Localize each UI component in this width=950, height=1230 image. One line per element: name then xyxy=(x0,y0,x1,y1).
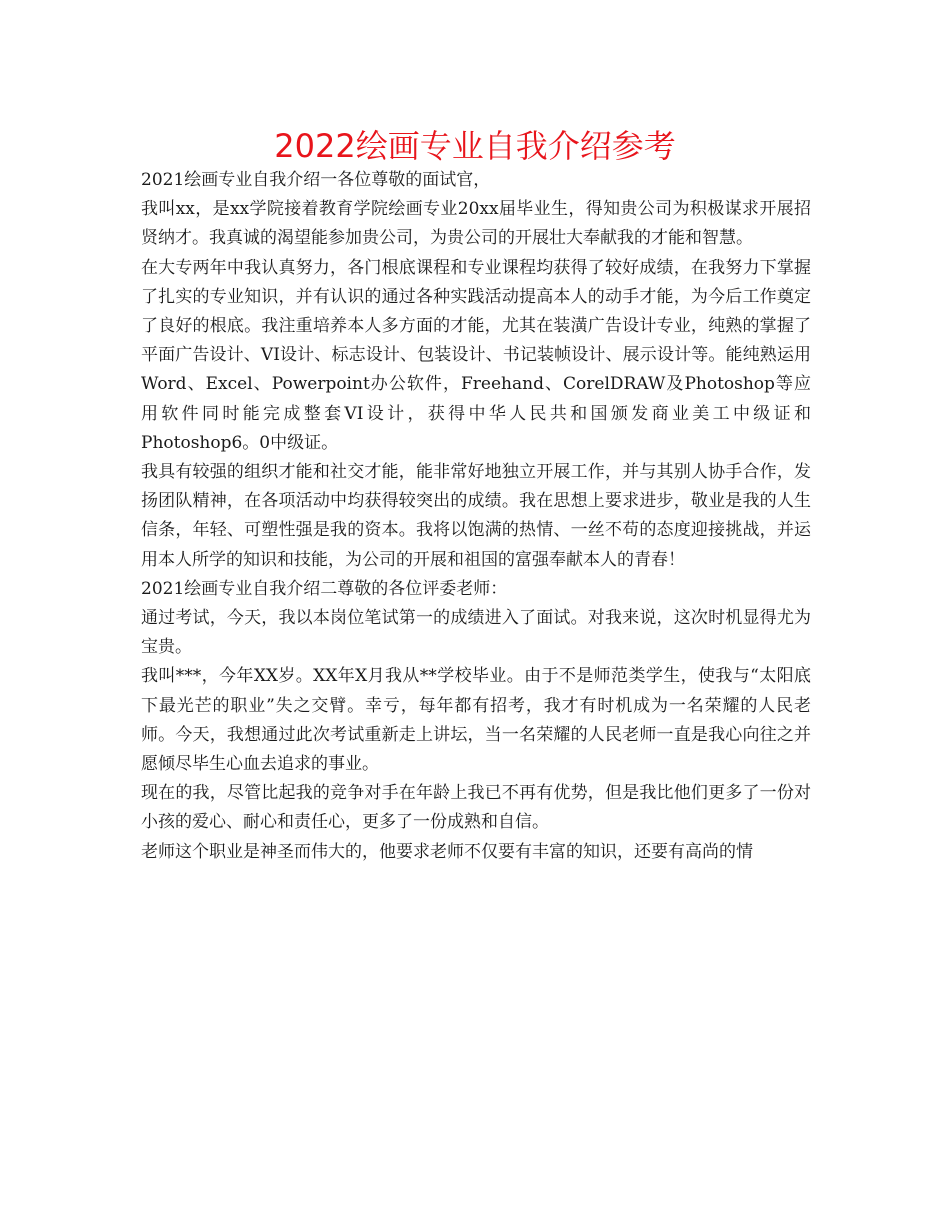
paragraph-4: 我具有较强的组织才能和社交才能，能非常好地独立开展工作，并与其别人协手合作，发扬团队精神，在各项活动中均获得较突出的成绩。我在思想上要求进步，敬业是我的人生信条，年轻、可塑性强是我的资本。我将以饱满的热情、一丝不苟的态度迎接挑战，并运用本人所学的知识和技能，为公司的开展和祖国的富强奉献本人的青春！ xyxy=(141,462,811,570)
paragraph-3: 在大专两年中我认真努力，各门根底课程和专业课程均获得了较好成绩，在我努力下掌握了扎实的专业知识，并有认识的通过各种实践活动提高本人的动手才能，为今后工作奠定了良好的根底。我注重培养本人多方面的才能，尤其在装潢广告设计专业，纯熟的掌握了平面广告设计、VI设计、标志设计、包装设计、书记装帧设计、展示设计等。能纯熟运用Word、Excel、Powerpoint办公软件，Freehand、CorelDRAW及Photoshop等应用软件同时能完成整套VI设计，获得中华人民共和国颁发商业美工中级证和Photoshop6。0中级证。 xyxy=(141,257,811,453)
paragraph-7: 我叫***，今年XX岁。XX年X月我从**学校毕业。由于不是师范类学生，使我与“太阳底下最光芒的职业”失之交臂。幸亏，每年都有招考，我才有时机成为一名荣耀的人民老师。今天，我想通过此次考试重新走上讲坛，当一名荣耀的人民老师一直是我心向往之并愿倾尽毕生心血去追求的事业。 xyxy=(141,666,811,775)
paragraph-1: 2021绘画专业自我介绍一各位尊敬的面试官， xyxy=(141,170,491,190)
document-body xyxy=(141,166,811,867)
paragraph-6: 通过考试，今天，我以本岗位笔试第一的成绩进入了面试。对我来说，这次时机显得尤为宝贵。 xyxy=(141,608,811,658)
paragraph-8: 现在的我，尽管比起我的竞争对手在年龄上我已不再有优势，但是我比他们更多了一份对小孩的爱心、耐心和责任心，更多了一份成熟和自信。 xyxy=(141,783,811,833)
paragraph-9: 老师这个职业是神圣而伟大的，他要求老师不仅要有丰富的知识，还要有高尚的情 xyxy=(141,841,753,862)
paragraph-5: 2021绘画专业自我介绍二尊敬的各位评委老师： xyxy=(141,578,508,599)
paragraph-2: 我叫xx，是xx学院接着教育学院绘画专业20xx届毕业生，得知贵公司为积极谋求开展招贤纳才。我真诚的渴望能参加贵公司，为贵公司的开展壮大奉献我的才能和智慧。 xyxy=(141,199,811,249)
document-title: 2022绘画专业自我介绍参考 xyxy=(274,127,676,165)
